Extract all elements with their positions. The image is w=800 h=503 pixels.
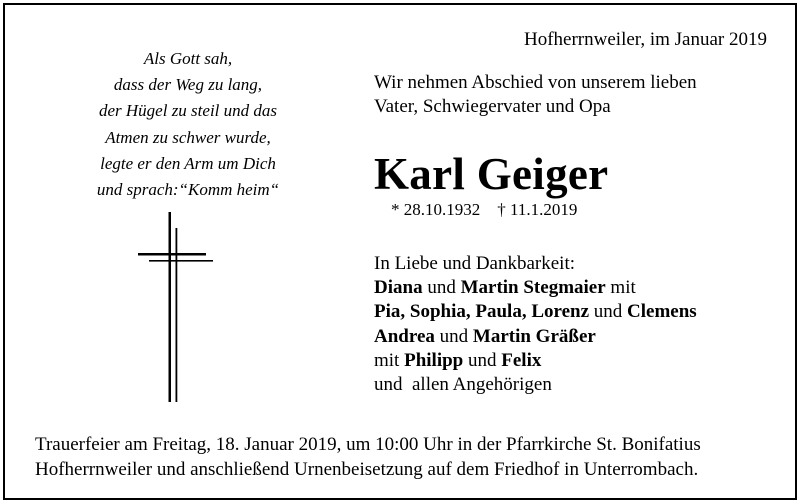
place-date: Hofherrnweiler, im Januar 2019 (524, 29, 767, 50)
family-name: Felix (501, 349, 542, 371)
family-name: Martin Stegmaier (460, 277, 606, 299)
family-connector: mit (605, 277, 636, 299)
family-connector: und (463, 349, 502, 371)
family-connector: und (589, 301, 628, 323)
family-name: Clemens (627, 301, 697, 323)
funeral-line-2: Hofherrnweiler und anschließend Urnenbeisetzung auf dem Friedhof in Unterrombach. (35, 459, 699, 480)
funeral-line-1: Trauerfeier am Freitag, 18. Januar 2019, um 10:00 Uhr in der Pfarrkirche St. Bonifatius (35, 434, 701, 455)
family-row (374, 300, 697, 324)
poem (63, 46, 313, 203)
poem-line: Atmen zu schwer wurde, (105, 127, 271, 147)
poem-line: und sprach:“Komm heim“ (96, 180, 280, 200)
cross-icon (135, 210, 215, 405)
death-date: † 11.1.2019 (497, 200, 578, 219)
family-name: Diana (374, 277, 423, 299)
family-connector: und (422, 277, 461, 299)
family-connector: und (434, 325, 473, 347)
birth-date: * 28.10.1932 (391, 200, 481, 219)
poem-line: Als Gott sah, (143, 49, 233, 68)
family-row (374, 325, 697, 349)
poem-line: dass der Weg zu lang, (113, 75, 263, 95)
family-name: Pia, Sophia, Paula, Lorenz (374, 301, 590, 323)
family-closing: und allen Angehörigen (374, 374, 552, 396)
life-dates (391, 200, 594, 220)
family-connector: mit (374, 349, 405, 371)
poem-line: legte er den Arm um Dich (100, 153, 276, 173)
funeral-info (35, 432, 701, 482)
poem-line: der Hügel zu steil und das (98, 101, 278, 121)
intro-line-1: Wir nehmen Abschied von unserem lieben (374, 72, 697, 93)
family-name: Philipp (404, 349, 464, 371)
intro-line-2: Vater, Schwiegervater und Opa (374, 96, 611, 117)
family-row (374, 276, 697, 300)
family-intro: In Liebe und Dankbarkeit: (374, 253, 576, 274)
family-row (374, 349, 697, 373)
deceased-name: Karl Geiger (374, 149, 609, 199)
family-list (374, 252, 697, 397)
farewell-intro (374, 71, 697, 119)
obituary-card (3, 3, 797, 500)
family-name: Andrea (374, 325, 435, 347)
family-name: Martin Gräßer (472, 325, 596, 347)
